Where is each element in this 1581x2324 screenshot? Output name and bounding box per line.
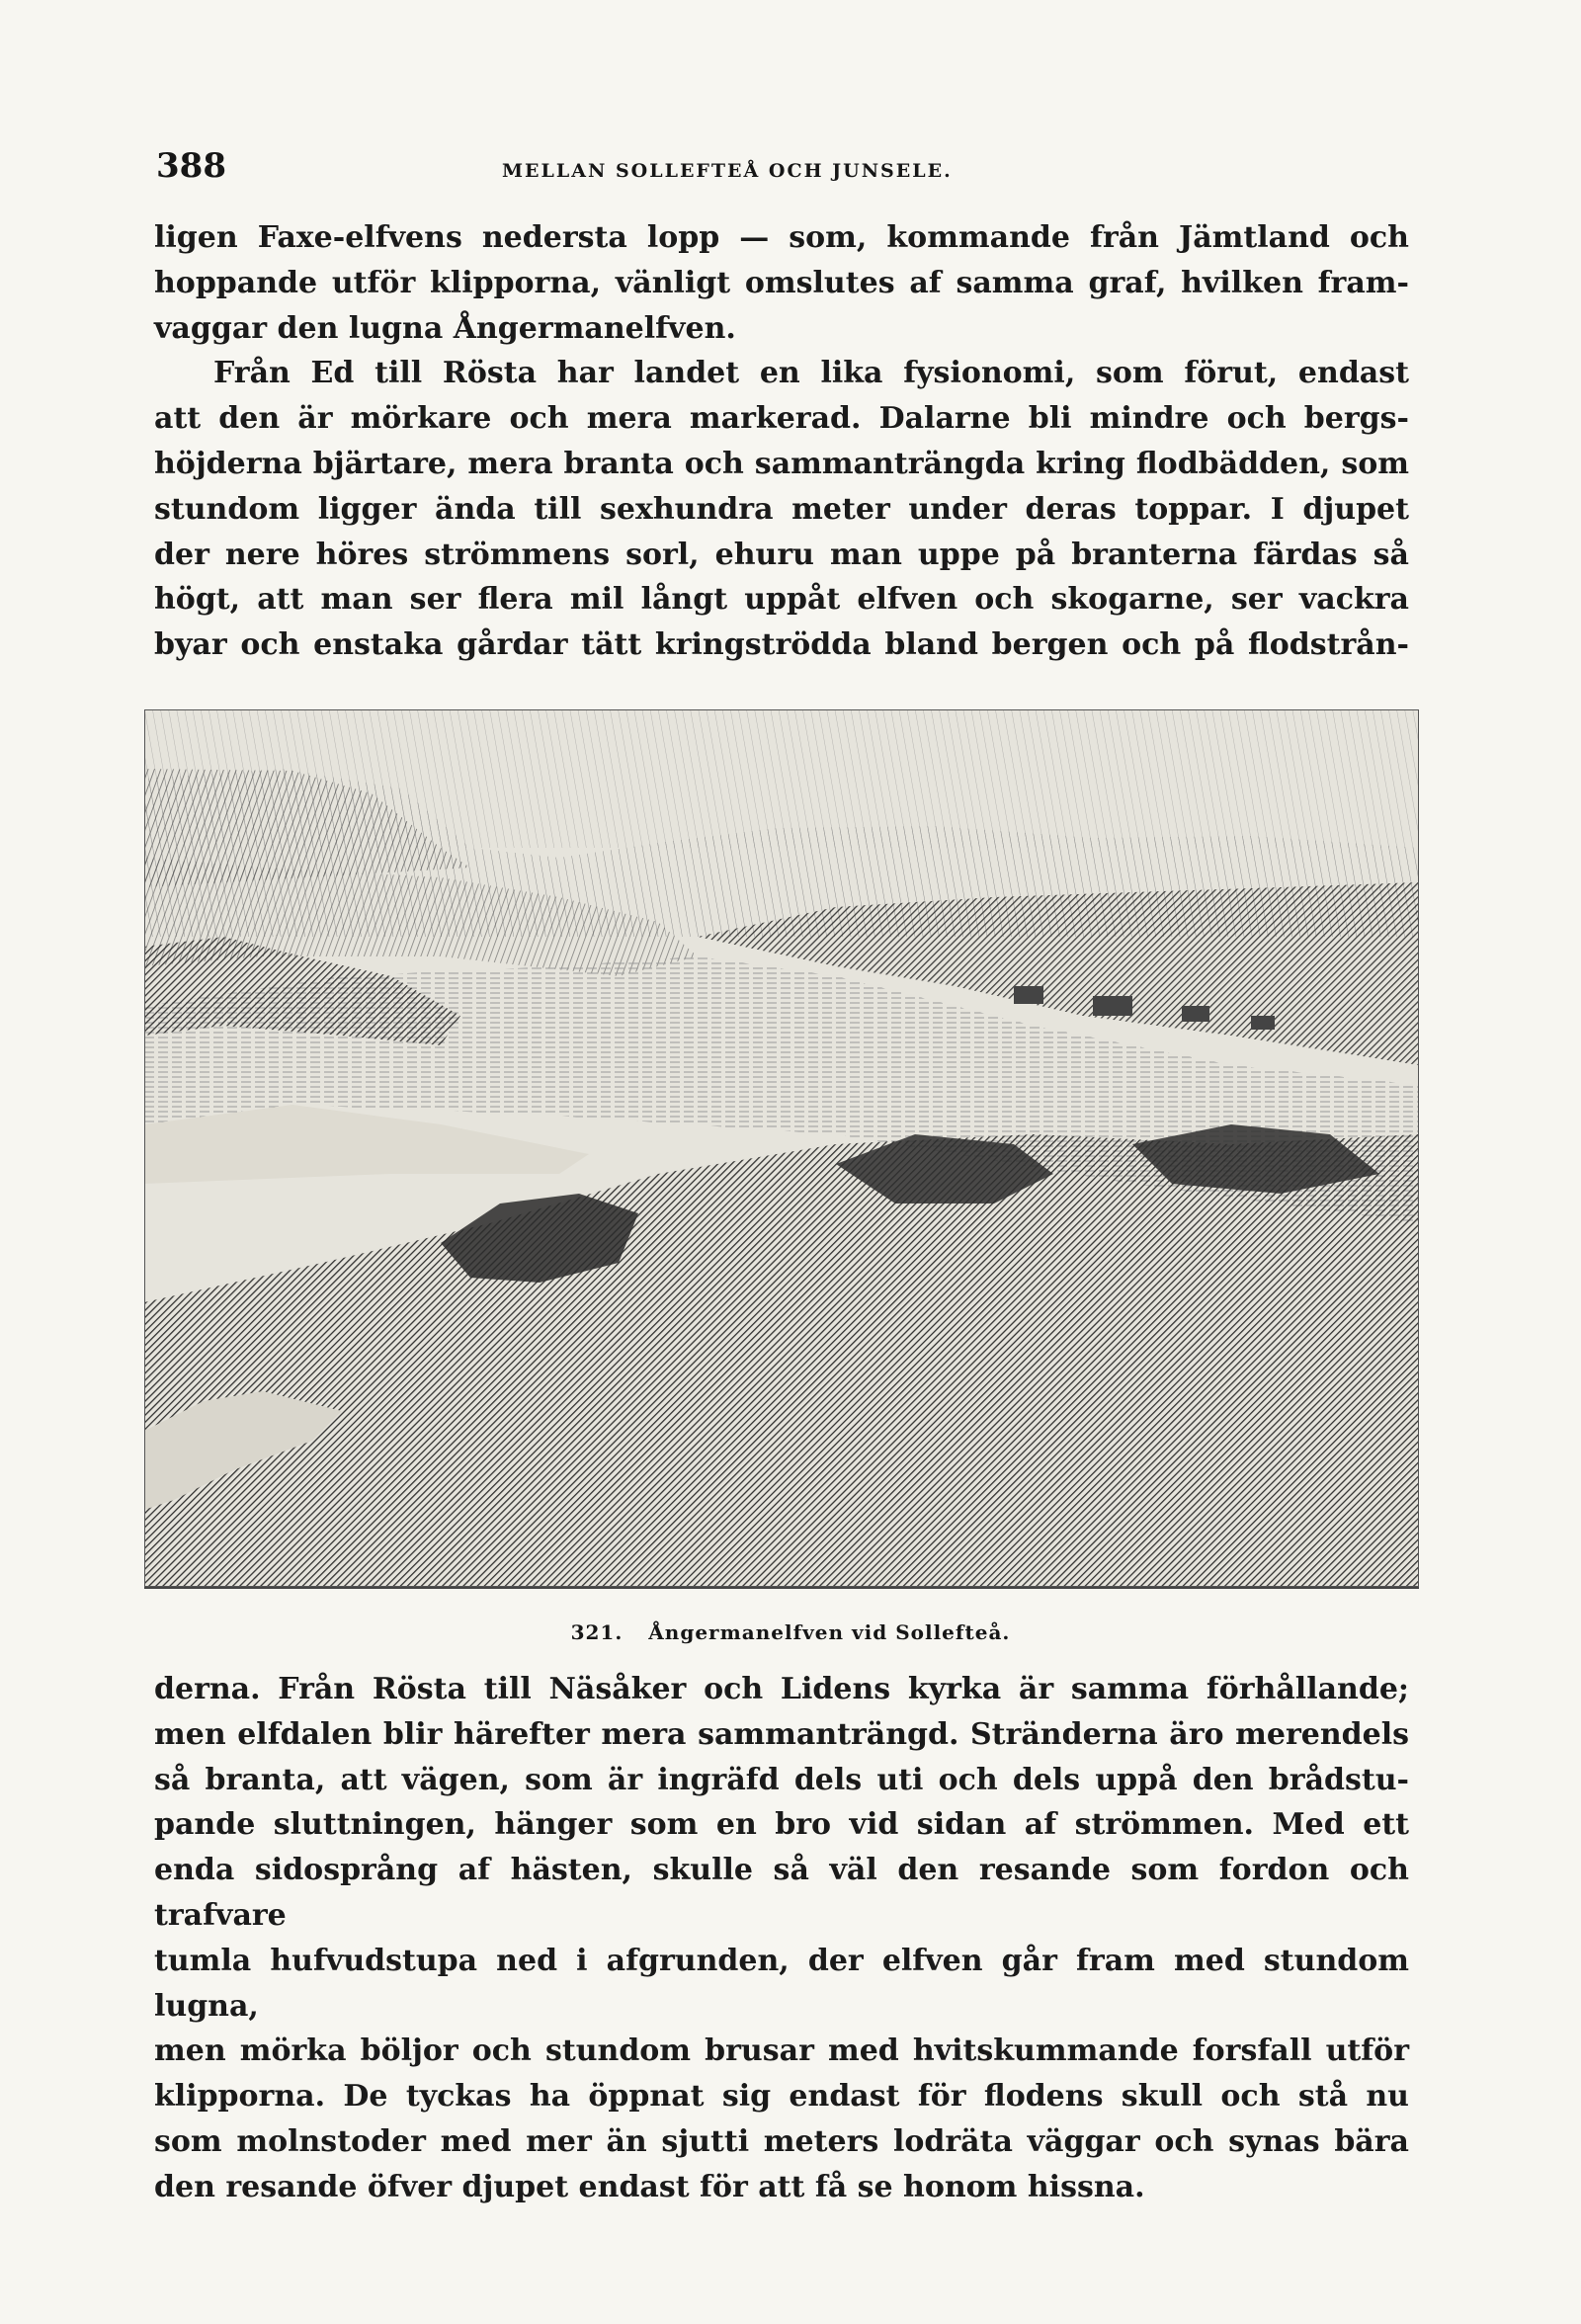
text-line: den resande öfver djupet endast för att få se honom hissna. [154,2169,1145,2204]
text-line: der nere höres strömmens sorl, ehuru man uppe på branterna färdas så [154,537,1409,572]
text-line: stundom ligger ända till sexhundra meter under deras toppar. I djupet [154,491,1409,527]
page-number: 388 [156,146,226,186]
text-line: vaggar den lugna Ångermanelfven. [154,310,736,346]
text-line: ligen Faxe-elfvens nedersta lopp — som, kommande från Jämtland och [154,220,1409,255]
text-line: derna. Från Rösta till Näsåker och Lidens kyrka är samma förhållande; [154,1672,1409,1706]
engraving-illustration [144,709,1419,1589]
paragraph-top [154,215,1409,668]
text-line: att den är mörkare och mera markerad. Dalarne bli mindre och bergs- [154,401,1409,437]
figure-caption-text: Ångermanelfven vid Sollefteå. [648,1620,1011,1644]
text-line: enda sidosprång af hästen, skulle så väl den resande som fordon och trafvare [154,1853,1409,1933]
text-line: Från Ed till Rösta har landet en lika fysionomi, som förut, endast [213,356,1409,391]
text-line: hoppande utför klipporna, vänligt omslutes af samma graf, hvilken fram- [154,265,1409,300]
text-line: tumla hufvudstupa ned i afgrunden, der elfven går fram med stundom lugna, [154,1943,1409,2024]
text-line: byar och enstaka gårdar tätt kringströdda bland bergen och på flodstrån- [154,627,1409,663]
page-header [156,146,1431,196]
text-line: så branta, att vägen, som är ingräfd dels uti och dels uppå den brådstu- [154,1762,1409,1797]
text-line: men elfdalen blir härefter mera sammanträngd. Stränderna äro merendels [154,1716,1409,1752]
figure-number: 321. [570,1620,624,1644]
text-line: höjderna bjärtare, mera branta och sammanträngda kring flodbädden, som [154,446,1409,481]
text-line: högt, att man ser flera mil långt uppåt elfven och skogarne, ser vackra [154,582,1409,618]
paragraph-bottom [154,1667,1409,2210]
text-line: som molnstoder med mer än sjutti meters lodräta väggar och synas bära [154,2123,1409,2159]
text-line: men mörka böljor och stundom brusar med hvitskummande forsfall utför [154,2034,1409,2069]
figure-caption [0,1620,1581,1644]
river-landscape-engraving [144,709,1419,1587]
running-head: MELLAN SOLLEFTEÅ OCH JUNSELE. [502,160,953,182]
text-line: pande sluttningen, hänger som en bro vid sidan af strömmen. Med ett [154,1807,1409,1843]
text-line: klipporna. De tyckas ha öppnat sig endast för flodens skull och stå nu [154,2079,1409,2115]
